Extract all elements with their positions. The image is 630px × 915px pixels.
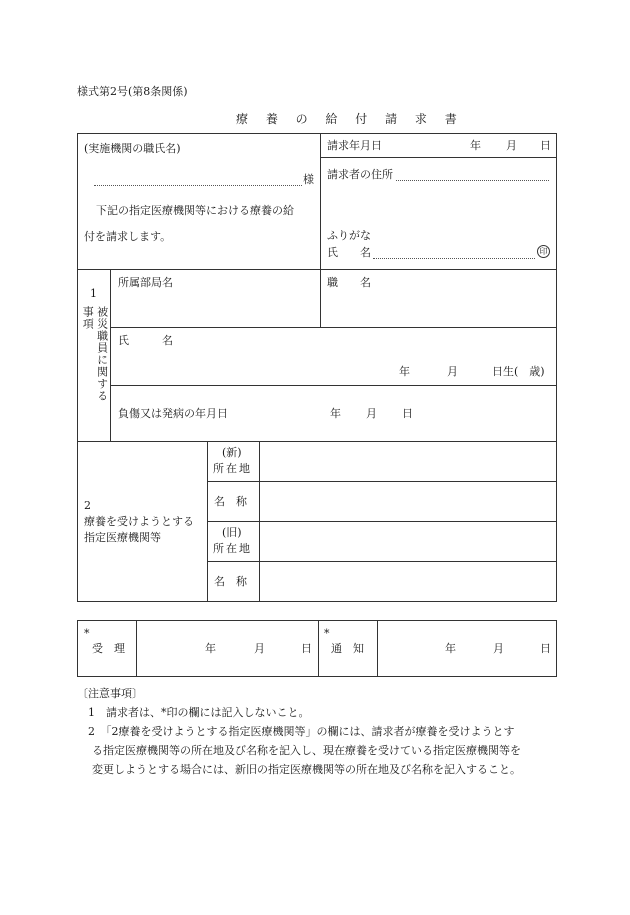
victim-name-label: 氏 名: [118, 334, 173, 347]
notice-year-label: 年: [445, 642, 456, 655]
new-tag: (新): [222, 446, 242, 459]
old-name-label: 名 称: [214, 575, 247, 588]
notice-day-label: 日: [540, 642, 551, 655]
notice-star: *: [324, 627, 330, 640]
section2-heading-line1: 療養を受けようとする: [84, 515, 194, 528]
birth-year-label: 年: [399, 365, 410, 378]
note-2-line2: る指定医療機関等の所在地及び名称を記入し、現在療養を受けている指定医療機関等を: [92, 744, 521, 757]
date-row-line: [320, 157, 557, 158]
seal-icon: 印: [537, 245, 550, 258]
section1-row-line1: [110, 327, 557, 328]
section1-top-line: [77, 269, 557, 270]
received-star: *: [84, 627, 90, 640]
section1-row-line2: [110, 385, 557, 386]
section2-row-line2: [207, 521, 557, 522]
office-divider3: [377, 620, 378, 677]
section2-top-line: [77, 441, 557, 442]
old-tag: (旧): [222, 526, 242, 539]
request-text-line2: 付を請求します。: [84, 230, 172, 243]
note-2-line1: 2 「2療養を受けようとする指定医療機関等」の欄には、請求者が療養を受けようとす: [88, 725, 515, 738]
birth-day-age-label: 日生( 歳): [492, 365, 545, 378]
injury-month-label: 月: [366, 407, 377, 420]
claimant-address-label: 請求者の住所: [327, 168, 393, 181]
section2-heading-line2: 指定医療機関等: [84, 531, 161, 544]
addressee-label: (実施機関の職氏名): [84, 142, 181, 155]
addressee-field[interactable]: [94, 185, 302, 186]
section1-number: 1: [90, 287, 97, 300]
injury-date-label: 負傷又は発病の年月日: [118, 407, 228, 420]
notes-heading: 〔注意事項〕: [77, 687, 143, 700]
note-2-line3: 変更しようとする場合には、新旧の指定医療機関等の所在地及び名称を記入すること。: [92, 763, 521, 776]
job-title-label: 職 名: [327, 276, 371, 289]
claimant-name-label: 氏 名: [327, 246, 371, 259]
received-day-label: 日: [301, 642, 312, 655]
dept-label: 所属部局名: [118, 276, 173, 289]
furigana-label: ふりがな: [327, 229, 371, 242]
note-1: 1 請求者は、*印の欄には記入しないこと。: [88, 706, 310, 719]
injury-day-label: 日: [402, 407, 413, 420]
sama-label: 様: [303, 173, 314, 186]
section2-row-line3: [207, 561, 557, 562]
section1-label-divider: [110, 269, 111, 441]
new-name-label: 名 称: [214, 495, 247, 508]
claimant-address-field[interactable]: [396, 180, 549, 181]
request-day-label: 日: [540, 139, 551, 152]
injury-year-label: 年: [330, 407, 341, 420]
form-number: 様式第2号(第8条関係): [77, 85, 188, 98]
request-text-line1: 下記の指定医療機関等における療養の給: [96, 204, 294, 217]
notice-label: 通 知: [331, 642, 364, 655]
office-divider2: [318, 620, 319, 677]
section1-heading: 被災職員に関する事項: [81, 306, 109, 402]
form-title: 療 養 の 給 付 請 求 書: [236, 112, 464, 126]
new-location-label: 所在地: [213, 462, 252, 475]
request-date-label: 請求年月日: [327, 139, 382, 152]
request-year-label: 年: [470, 139, 481, 152]
notice-month-label: 月: [493, 642, 504, 655]
received-year-label: 年: [205, 642, 216, 655]
header-divider: [320, 133, 321, 327]
old-location-label: 所在地: [213, 542, 252, 555]
section2-number: 2: [84, 499, 91, 512]
received-label: 受 理: [92, 642, 125, 655]
received-month-label: 月: [254, 642, 265, 655]
office-divider1: [136, 620, 137, 677]
birth-month-label: 月: [447, 365, 458, 378]
request-month-label: 月: [506, 139, 517, 152]
claimant-name-field[interactable]: [373, 258, 535, 259]
section2-row-line1: [207, 481, 557, 482]
office-use-frame: [77, 620, 557, 677]
